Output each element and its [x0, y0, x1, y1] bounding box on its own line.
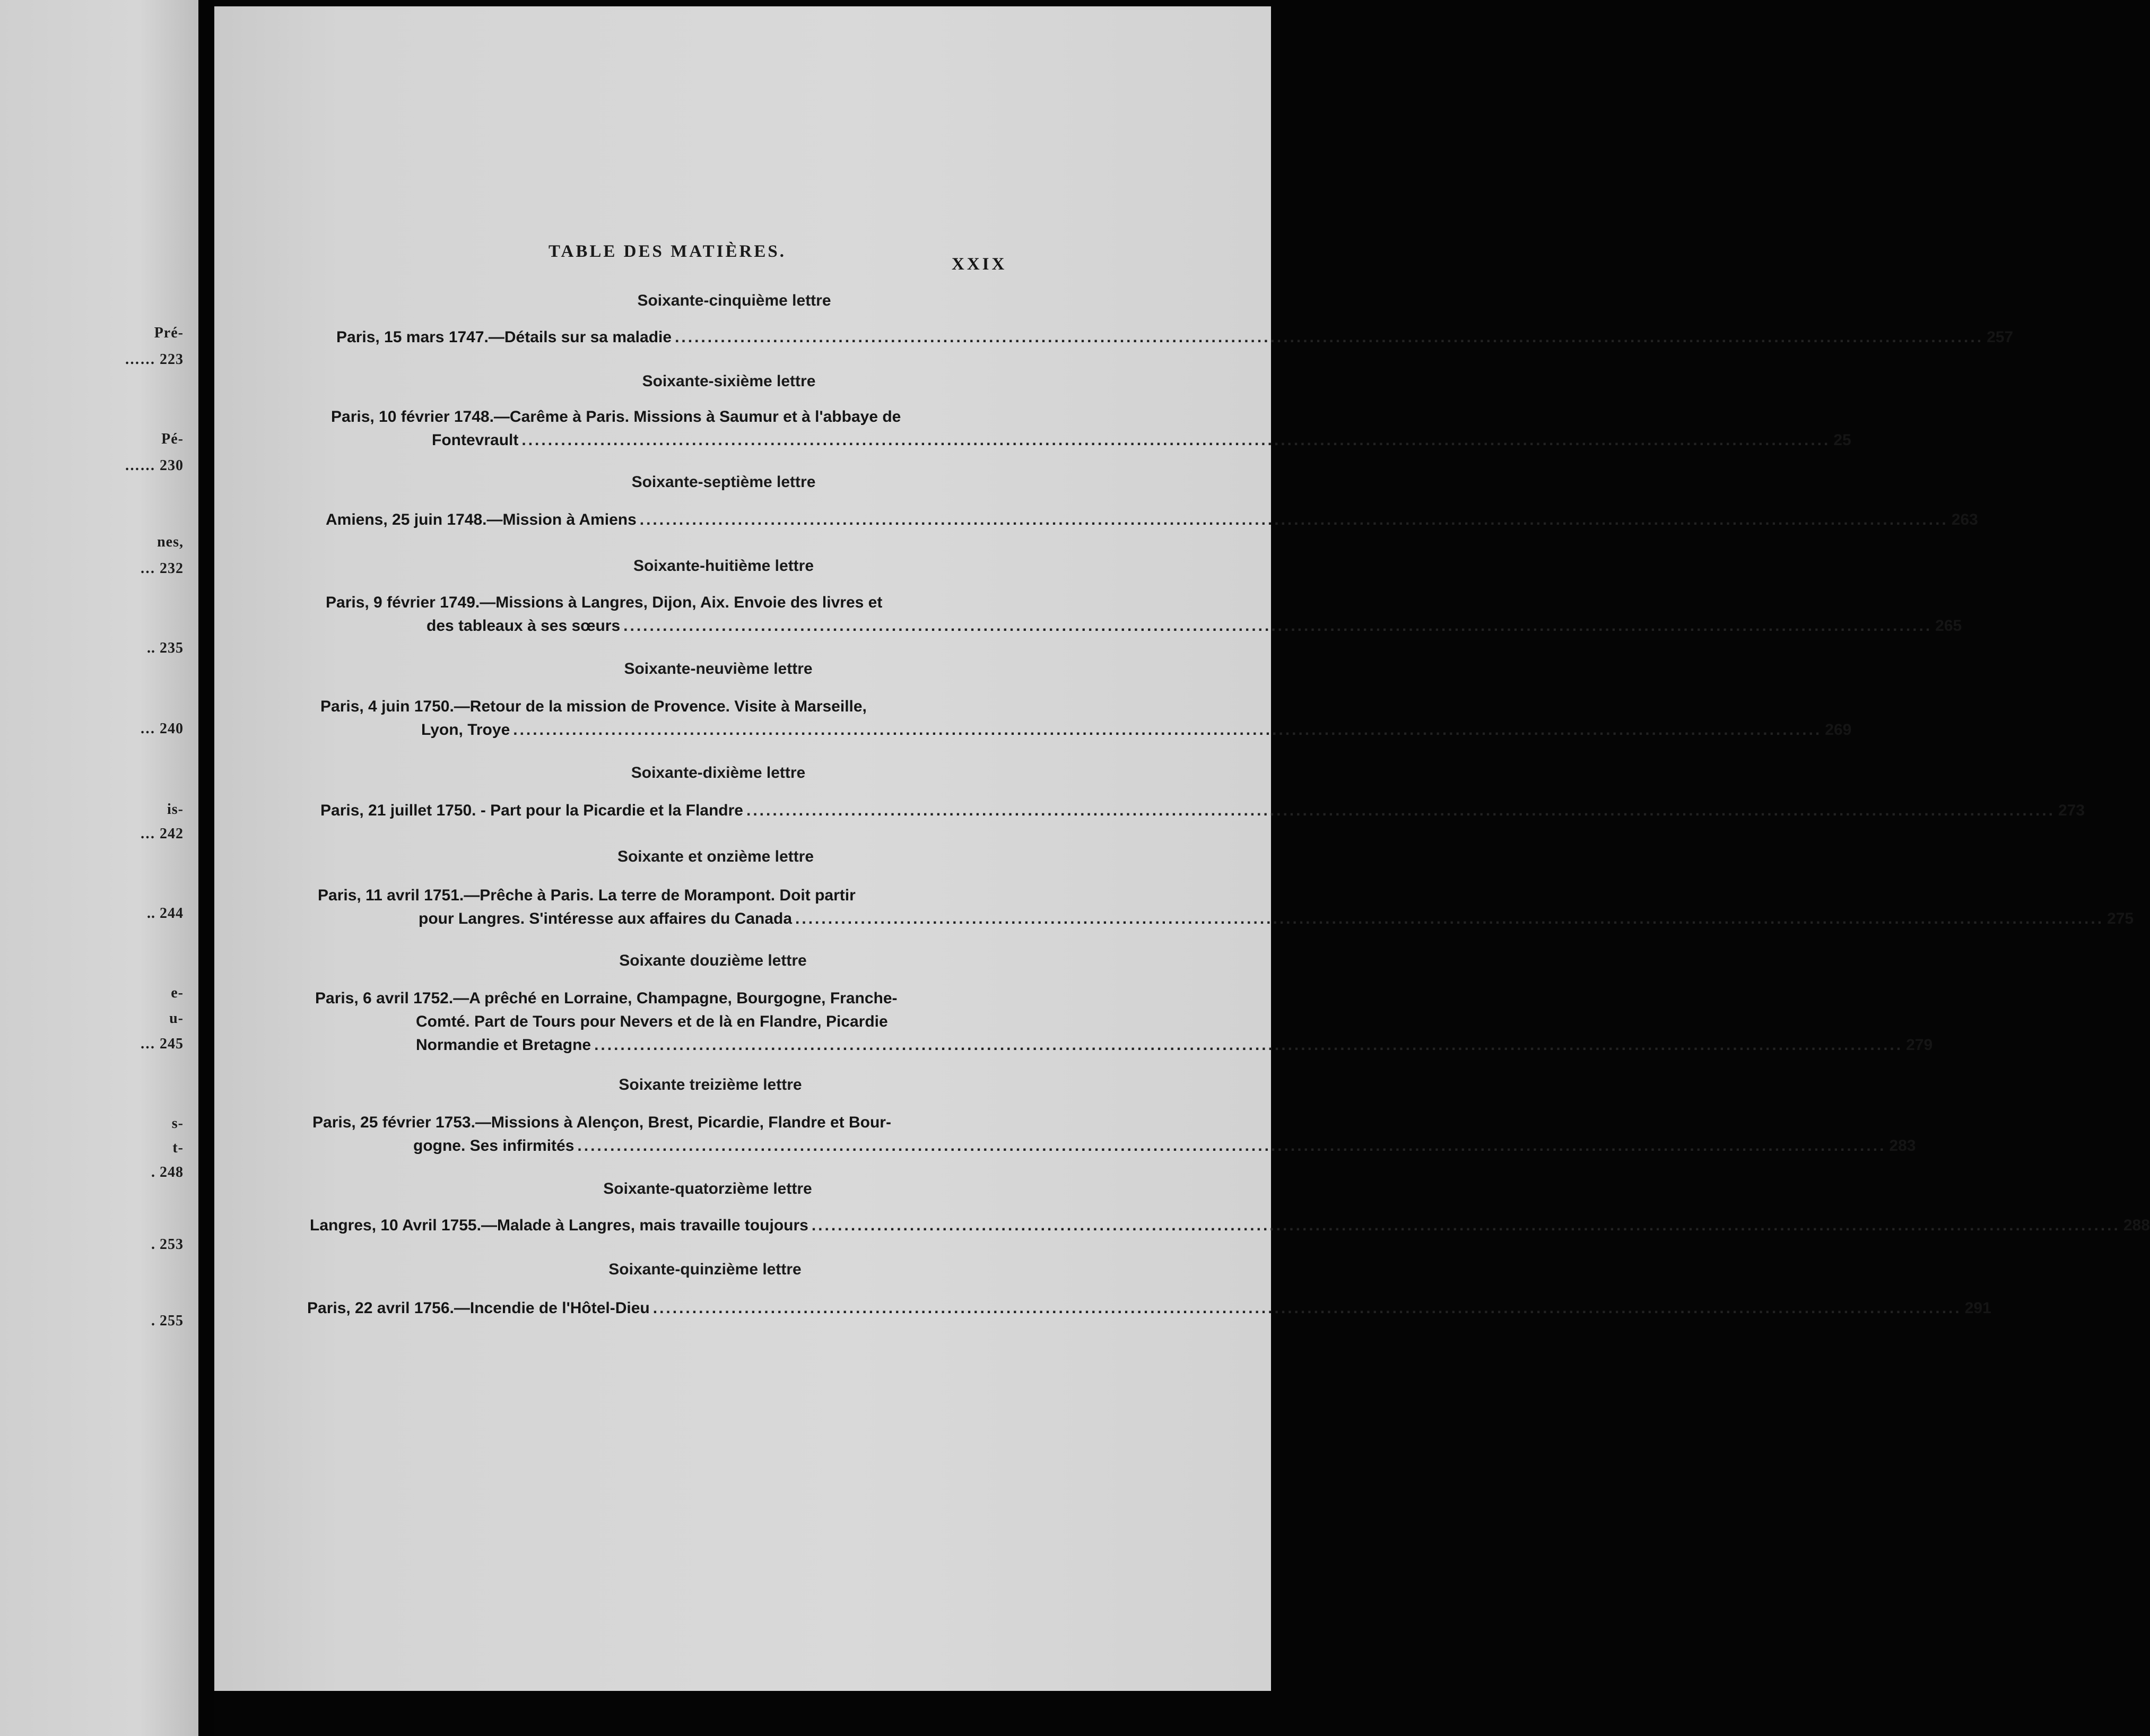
- left-page-fragment: s-: [171, 1115, 184, 1132]
- page-number: 283: [1889, 1137, 1916, 1155]
- leader-dots: ........................................................................................................................................................................................................: [521, 431, 1831, 449]
- toc-entry: [320, 695, 1852, 742]
- entry-text: Paris, 22 avril 1756.—Incendie de l'Hôtel-Dieu: [307, 1299, 650, 1317]
- left-page-fragment: … 242: [140, 826, 184, 842]
- entry-text: Lyon, Troye: [421, 721, 510, 739]
- left-page-fragment: . 248: [151, 1164, 184, 1181]
- entry-text: Langres, 10 Avril 1755.—Malade à Langres, mais travaille toujours: [310, 1217, 808, 1234]
- entry-text: Paris, 6 avril 1752.—A prêché en Lorraine, Champagne, Bourgogne, Franche-: [315, 989, 898, 1007]
- toc-entry: [336, 326, 2014, 349]
- left-page-fragment: . 255: [151, 1313, 184, 1329]
- left-page-fragment: …… 223: [125, 351, 184, 368]
- leader-dots: ........................................................................................................................................................................................................: [795, 910, 2104, 927]
- leader-dots: ........................................................................................................................................................................................................: [639, 511, 1948, 528]
- page-number: 279: [1906, 1036, 1933, 1054]
- right-page: [214, 6, 2150, 1691]
- toc-entry: [326, 591, 1962, 638]
- page-folio: XXIX: [952, 255, 1007, 274]
- letter-heading: Soixante-septième lettre: [631, 473, 816, 491]
- entry-text: gogne. Ses infirmités: [413, 1137, 575, 1155]
- running-head: TABLE DES MATIÈRES.: [549, 242, 786, 261]
- toc-entry: [331, 405, 1851, 452]
- leader-dots: ........................................................................................................................................................................................................: [652, 1299, 1962, 1317]
- toc-entry: [312, 1111, 1916, 1158]
- entry-text: Fontevrault: [432, 431, 519, 449]
- entry-text: Normandie et Bretagne: [416, 1036, 591, 1054]
- letter-heading: Soixante treizième lettre: [619, 1076, 802, 1093]
- toc-entry: [326, 508, 1978, 532]
- toc-entry: [320, 799, 2085, 822]
- left-page-fragment: … 232: [140, 560, 184, 577]
- leader-dots: ........................................................................................................................................................................................................: [746, 802, 2055, 819]
- entry-text: Amiens, 25 juin 1748.—Mission à Amiens: [326, 511, 637, 528]
- page-number: 269: [1825, 721, 1852, 739]
- leader-dots: ........................................................................................................................................................................................................: [577, 1137, 1886, 1155]
- left-page-fragment: is-: [167, 801, 184, 818]
- left-page-edge: [0, 0, 198, 1736]
- letter-heading: Soixante douzième lettre: [619, 952, 807, 969]
- leader-dots: ........................................................................................................................................................................................................: [675, 328, 1984, 346]
- page-number: 265: [1935, 617, 1962, 635]
- letter-heading: Soixante-neuvième lettre: [624, 660, 813, 678]
- letter-heading: Soixante-huitième lettre: [633, 557, 814, 575]
- left-page-fragment: t-: [172, 1140, 184, 1156]
- letter-heading: Soixante-quinzième lettre: [608, 1261, 802, 1278]
- left-page-fragment: …… 230: [125, 457, 184, 474]
- left-page-fragment: Pé-: [161, 431, 184, 447]
- left-page-fragment: … 245: [140, 1036, 184, 1052]
- entry-text: Paris, 4 juin 1750.—Retour de la mission de Provence. Visite à Marseille,: [320, 698, 867, 715]
- toc-entry: [315, 987, 1933, 1057]
- table-of-contents: [214, 6, 2150, 1691]
- leader-dots: ........................................................................................................................................................................................................: [594, 1036, 1903, 1054]
- entry-text: Paris, 15 mars 1747.—Détails sur sa maladie: [336, 328, 672, 346]
- book-gutter: [198, 0, 214, 1736]
- entry-text: Paris, 11 avril 1751.—Prêche à Paris. La terre de Morampont. Doit partir: [318, 887, 856, 904]
- toc-entry: [310, 1214, 2150, 1237]
- entry-text: Paris, 21 juillet 1750. - Part pour la Picardie et la Flandre: [320, 802, 743, 819]
- toc-entry: [307, 1297, 1991, 1320]
- page-number: 263: [1951, 511, 1978, 528]
- entry-text: Paris, 25 février 1753.—Missions à Alençon, Brest, Picardie, Flandre et Bour-: [312, 1114, 891, 1131]
- entry-text: Paris, 9 février 1749.—Missions à Langres, Dijon, Aix. Envoie des livres et: [326, 594, 883, 611]
- page-number: 273: [2058, 802, 2085, 819]
- letter-heading: Soixante et onzième lettre: [617, 848, 814, 865]
- letter-heading: Soixante-quatorzième lettre: [603, 1180, 812, 1197]
- left-page-fragment: u-: [169, 1010, 184, 1027]
- left-page-fragment: … 240: [140, 721, 184, 737]
- leader-dots: ........................................................................................................................................................................................................: [513, 721, 1822, 739]
- entry-text: Comté. Part de Tours pour Nevers et de là en Flandre, Picardie: [416, 1013, 888, 1030]
- leader-dots: ........................................................................................................................................................................................................: [811, 1217, 2120, 1234]
- toc-entry: [318, 884, 2134, 931]
- left-page-fragment: e-: [171, 985, 184, 1001]
- entry-text: Paris, 10 février 1748.—Carême à Paris. Missions à Saumur et à l'abbaye de: [331, 408, 901, 426]
- entry-text: pour Langres. S'intéresse aux affaires du Canada: [419, 910, 793, 927]
- letter-heading: Soixante-sixième lettre: [642, 372, 816, 390]
- letter-heading: Soixante-cinquième lettre: [637, 292, 831, 309]
- leader-dots: ........................................................................................................................................................................................................: [623, 617, 1933, 635]
- page-number: 275: [2107, 910, 2134, 927]
- left-page-fragment: .. 244: [147, 905, 184, 922]
- left-page-fragment: .. 235: [147, 640, 184, 656]
- entry-text: des tableaux à ses sœurs: [426, 617, 621, 635]
- left-page-fragment: Pré-: [154, 325, 184, 341]
- left-page-fragment: . 253: [151, 1236, 184, 1253]
- page-number: 257: [1987, 328, 2014, 346]
- letter-heading: Soixante-dixième lettre: [631, 764, 806, 782]
- page-number: 288: [2123, 1217, 2150, 1234]
- page-number: 25: [1833, 431, 1851, 449]
- page-number: 291: [1964, 1299, 1991, 1317]
- left-page-fragment: nes,: [157, 534, 184, 550]
